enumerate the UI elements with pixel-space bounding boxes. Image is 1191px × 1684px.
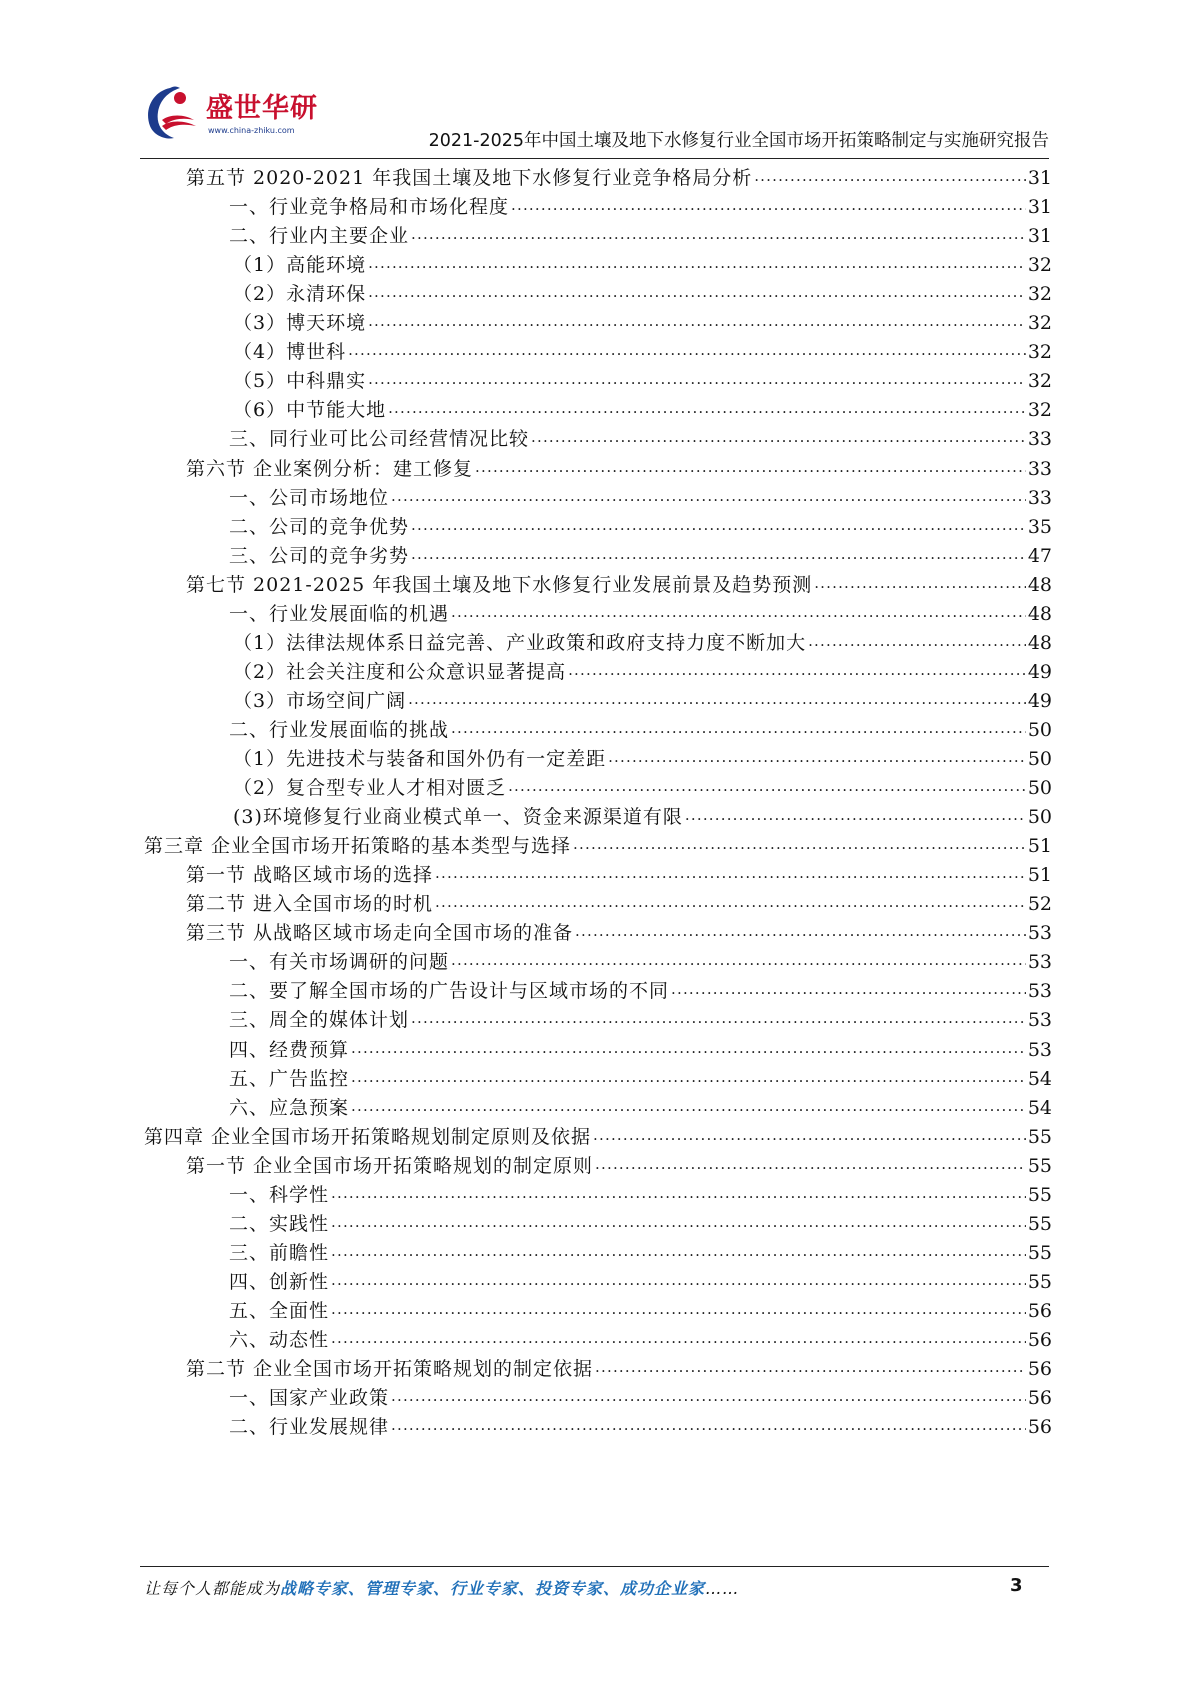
footer-slogan-suffix: …… — [705, 1579, 740, 1598]
toc-entry[interactable] — [233, 395, 1052, 426]
toc-entry-title: 四、创新性 — [229, 1270, 330, 1293]
company-logo — [140, 80, 318, 146]
toc-entry-title: 第二节 进入全国市场的时机 — [186, 893, 434, 916]
toc-entry-title: （5）中科鼎实 — [233, 370, 367, 393]
toc-entry[interactable] — [229, 1412, 1052, 1443]
toc-entry-title: 一、国家产业政策 — [229, 1387, 390, 1410]
toc-dot-leader — [671, 976, 1026, 1007]
toc-entry-page: 56 — [1027, 1416, 1052, 1439]
toc-entry[interactable] — [229, 1267, 1052, 1298]
toc-entry-title: 第三节 从战略区域市场走向全国市场的准备 — [186, 922, 574, 945]
toc-dot-leader — [508, 773, 1026, 804]
footer-slogan-prefix: 让每个人都能成为 — [144, 1579, 281, 1598]
toc-entry-title: 四、经费预算 — [229, 1038, 350, 1061]
toc-entry-title: 第四章 企业全国市场开拓策略规划制定原则及依据 — [144, 1125, 592, 1148]
toc-entry-title: (3)环境修复行业商业模式单一、资金来源渠道有限 — [233, 806, 683, 829]
toc-entry[interactable] — [229, 1296, 1052, 1327]
toc-dot-leader — [351, 1064, 1026, 1095]
toc-entry-title: 五、广告监控 — [229, 1067, 350, 1090]
page-number: 3 — [1010, 1575, 1023, 1596]
toc-entry[interactable] — [229, 1093, 1052, 1124]
toc-entry-title: 六、应急预案 — [229, 1096, 350, 1119]
toc-entry[interactable] — [229, 947, 1052, 978]
toc-entry-page: 55 — [1027, 1125, 1052, 1148]
toc-dot-leader — [331, 1267, 1026, 1298]
logo-name: 盛世华研 — [206, 93, 318, 124]
toc-entry[interactable] — [229, 1383, 1052, 1414]
toc-entry-page: 51 — [1027, 835, 1052, 858]
toc-dot-leader — [451, 947, 1026, 978]
toc-entry-title: 三、同行业可比公司经营情况比较 — [229, 428, 530, 451]
toc-dot-leader — [411, 512, 1026, 543]
toc-entry-title: 六、动态性 — [229, 1329, 330, 1351]
toc-entry-title: 第一节 战略区域市场的选择 — [186, 864, 434, 887]
toc-entry-page: 48 — [1027, 602, 1052, 625]
toc-entry[interactable] — [233, 337, 1052, 368]
toc-entry-title: 三、公司的竞争劣势 — [229, 544, 410, 567]
toc-dot-leader — [411, 221, 1026, 252]
toc-entry-page: 55 — [1027, 1241, 1052, 1264]
toc-entry-page: 48 — [1027, 631, 1052, 654]
toc-entry[interactable] — [233, 802, 1052, 833]
toc-entry-page: 50 — [1027, 718, 1052, 741]
toc-dot-leader — [451, 599, 1026, 630]
toc-entry-title: 二、公司的竞争优势 — [229, 515, 410, 538]
toc-entry[interactable] — [233, 366, 1052, 397]
toc-dot-leader — [814, 570, 1026, 601]
toc-entry[interactable] — [233, 628, 1052, 659]
toc-entry-page: 48 — [1027, 573, 1052, 596]
toc-entry[interactable] — [186, 454, 1052, 485]
toc-entry[interactable] — [229, 1180, 1052, 1211]
toc-dot-leader — [351, 1035, 1026, 1066]
toc-entry[interactable] — [229, 715, 1052, 746]
toc-entry[interactable] — [229, 1005, 1052, 1036]
toc-entry-title: （1）法律法规体系日益完善、产业政策和政府支持力度不断加大 — [233, 631, 807, 654]
toc-entry[interactable] — [229, 599, 1052, 630]
toc-entry-page: 51 — [1027, 864, 1052, 887]
toc-dot-leader — [573, 831, 1026, 862]
toc-entry-title: （3）博天环境 — [233, 312, 367, 335]
toc-entry-title: 二、实践性 — [229, 1212, 330, 1235]
toc-entry-page: 55 — [1027, 1183, 1052, 1206]
toc-dot-leader — [368, 250, 1026, 281]
toc-dot-leader — [331, 1180, 1026, 1211]
toc-entry-title: （1）先进技术与装备和国外仍有一定差距 — [233, 748, 607, 770]
toc-entry[interactable] — [186, 1151, 1052, 1182]
toc-dot-leader — [595, 1354, 1026, 1385]
toc-entry[interactable] — [233, 250, 1052, 281]
toc-entry-page: 56 — [1027, 1299, 1052, 1322]
header-divider — [140, 158, 1049, 159]
toc-entry[interactable] — [229, 512, 1052, 543]
toc-dot-leader — [331, 1209, 1026, 1240]
report-title: 2021-2025年中国土壤及地下水修复行业全国市场开拓策略制定与实施研究报告 — [428, 131, 1049, 151]
toc-entry-page: 55 — [1027, 1154, 1052, 1177]
toc-entry[interactable] — [233, 686, 1052, 717]
toc-dot-leader — [685, 802, 1026, 833]
toc-entry-title: 二、要了解全国市场的广告设计与区域市场的不同 — [229, 980, 670, 1003]
toc-entry[interactable] — [233, 657, 1052, 688]
toc-entry-page: 47 — [1027, 544, 1052, 567]
toc-entry-title: 二、行业发展面临的挑战 — [229, 718, 450, 741]
toc-dot-leader — [608, 744, 1026, 775]
toc-entry[interactable] — [229, 541, 1052, 572]
toc-entry[interactable] — [233, 279, 1052, 310]
toc-entry-title: 三、周全的媒体计划 — [229, 1009, 410, 1032]
toc-entry-page: 32 — [1027, 312, 1052, 335]
toc-entry-page: 32 — [1027, 283, 1052, 306]
toc-entry-page: 49 — [1027, 689, 1052, 712]
toc-entry-page: 53 — [1027, 1038, 1052, 1061]
toc-entry-page: 54 — [1027, 1096, 1052, 1119]
toc-entry-title: 一、行业发展面临的机遇 — [229, 602, 450, 625]
toc-entry-page: 33 — [1027, 486, 1052, 509]
footer-divider — [140, 1566, 1049, 1567]
toc-dot-leader — [368, 308, 1026, 339]
toc-entry-page: 50 — [1027, 748, 1052, 770]
toc-entry[interactable] — [144, 1122, 1052, 1153]
toc-entry-page: 35 — [1027, 515, 1052, 538]
toc-entry[interactable] — [229, 424, 1052, 455]
toc-entry-title: 第二节 企业全国市场开拓策略规划的制定依据 — [186, 1358, 594, 1381]
toc-entry-page: 52 — [1027, 893, 1052, 916]
toc-entry[interactable] — [186, 1354, 1052, 1385]
toc-entry-page: 56 — [1027, 1329, 1052, 1351]
toc-entry-page: 53 — [1027, 980, 1052, 1003]
toc-entry-title: 一、有关市场调研的问题 — [229, 951, 450, 974]
toc-entry-page: 32 — [1027, 254, 1052, 277]
toc-entry-page: 32 — [1027, 399, 1052, 422]
logo-emblem-icon — [140, 80, 206, 146]
footer-slogan — [144, 1576, 739, 1599]
toc-entry-title: （2）社会关注度和公众意识显著提高 — [233, 660, 567, 683]
toc-dot-leader — [451, 715, 1026, 746]
toc-entry-page: 53 — [1027, 1009, 1052, 1032]
toc-entry-title: 第三章 企业全国市场开拓策略的基本类型与选择 — [144, 835, 572, 858]
toc-entry-page: 55 — [1027, 1212, 1052, 1235]
toc-dot-leader — [435, 860, 1026, 891]
toc-entry[interactable] — [229, 976, 1052, 1007]
toc-dot-leader — [411, 541, 1026, 572]
toc-entry-page: 49 — [1027, 660, 1052, 683]
toc-dot-leader — [595, 1151, 1026, 1182]
toc-dot-leader — [388, 395, 1026, 426]
toc-dot-leader — [391, 1412, 1026, 1443]
toc-dot-leader — [531, 424, 1026, 455]
toc-dot-leader — [435, 889, 1026, 920]
toc-entry-page: 31 — [1027, 167, 1052, 189]
toc-dot-leader — [593, 1122, 1026, 1153]
toc-entry-title: （1）高能环境 — [233, 254, 367, 277]
toc-dot-leader — [368, 279, 1026, 310]
toc-entry-title: （3）市场空间广阔 — [233, 689, 407, 712]
footer-slogan-highlight: 战略专家、管理专家、行业专家、投资专家、成功企业家 — [280, 1579, 706, 1598]
toc-dot-leader — [331, 1238, 1026, 1269]
toc-entry[interactable] — [229, 1209, 1052, 1240]
toc-entry-title: 一、科学性 — [229, 1183, 330, 1206]
toc-dot-leader — [391, 483, 1026, 514]
toc-entry[interactable] — [229, 483, 1052, 514]
toc-entry[interactable] — [233, 308, 1052, 339]
toc-entry[interactable] — [186, 163, 1052, 194]
toc-entry-page: 50 — [1027, 777, 1052, 800]
toc-dot-leader — [368, 366, 1026, 397]
toc-entry-page: 31 — [1027, 196, 1052, 219]
toc-dot-leader — [391, 1383, 1026, 1414]
toc-dot-leader — [408, 686, 1026, 717]
toc-entry-title: 二、行业内主要企业 — [229, 225, 410, 248]
toc-entry-page: 55 — [1027, 1270, 1052, 1293]
toc-entry-title: （2）永清环保 — [233, 283, 367, 306]
toc-dot-leader — [808, 628, 1026, 659]
toc-entry[interactable] — [229, 221, 1052, 252]
toc-dot-leader — [331, 1296, 1026, 1327]
toc-entry[interactable] — [186, 570, 1052, 601]
toc-entry[interactable] — [186, 918, 1052, 949]
toc-entry-page: 50 — [1027, 806, 1052, 829]
toc-entry[interactable] — [229, 1064, 1052, 1095]
toc-dot-leader — [575, 918, 1026, 949]
toc-entry-title: 第七节 2021-2025 年我国土壤及地下水修复行业发展前景及趋势预测 — [186, 573, 813, 596]
toc-entry-title: 第一节 企业全国市场开拓策略规划的制定原则 — [186, 1154, 594, 1177]
toc-entry-title: 二、行业发展规律 — [229, 1416, 390, 1439]
toc-dot-leader — [351, 1093, 1026, 1124]
toc-dot-leader — [411, 1005, 1026, 1036]
toc-entry[interactable] — [233, 744, 1052, 775]
toc-dot-leader — [568, 657, 1026, 688]
toc-entry[interactable] — [144, 831, 1052, 862]
toc-dot-leader — [475, 454, 1026, 485]
toc-entry[interactable] — [229, 1035, 1052, 1066]
toc-entry-title: 一、公司市场地位 — [229, 486, 390, 509]
toc-entry-page: 32 — [1027, 370, 1052, 393]
toc-entry-title: 五、全面性 — [229, 1299, 330, 1322]
toc-dot-leader — [331, 1325, 1026, 1356]
toc-entry-page: 31 — [1027, 225, 1052, 248]
toc-entry-title: （2）复合型专业人才相对匮乏 — [233, 777, 507, 800]
toc-entry-page: 54 — [1027, 1067, 1052, 1090]
toc-entry[interactable] — [229, 1238, 1052, 1269]
toc-entry-page: 53 — [1027, 922, 1052, 945]
toc-entry[interactable] — [233, 773, 1052, 804]
toc-dot-leader — [348, 337, 1026, 368]
toc-entry-page: 56 — [1027, 1387, 1052, 1410]
toc-entry-page: 33 — [1027, 457, 1052, 480]
toc-dot-leader — [754, 163, 1026, 194]
toc-entry-page: 33 — [1027, 428, 1052, 451]
toc-entry-title: （4）博世科 — [233, 341, 347, 364]
toc-entry-title: 三、前瞻性 — [229, 1241, 330, 1264]
toc-dot-leader — [511, 192, 1026, 223]
toc-entry[interactable] — [186, 860, 1052, 891]
toc-entry-page: 56 — [1027, 1358, 1052, 1381]
logo-url: www.china-zhiku.com — [208, 126, 295, 135]
toc-entry-title: 第六节 企业案例分析：建工修复 — [186, 457, 474, 480]
toc-entry-page: 53 — [1027, 951, 1052, 974]
toc-entry[interactable] — [229, 1325, 1052, 1356]
toc-entry-title: 第五节 2020-2021 年我国土壤及地下水修复行业竞争格局分析 — [186, 167, 753, 189]
toc-entry[interactable] — [229, 192, 1052, 223]
toc-entry-page: 32 — [1027, 341, 1052, 364]
toc-entry[interactable] — [186, 889, 1052, 920]
toc-entry-title: 一、行业竞争格局和市场化程度 — [229, 196, 510, 219]
toc-entry-title: （6）中节能大地 — [233, 399, 387, 422]
